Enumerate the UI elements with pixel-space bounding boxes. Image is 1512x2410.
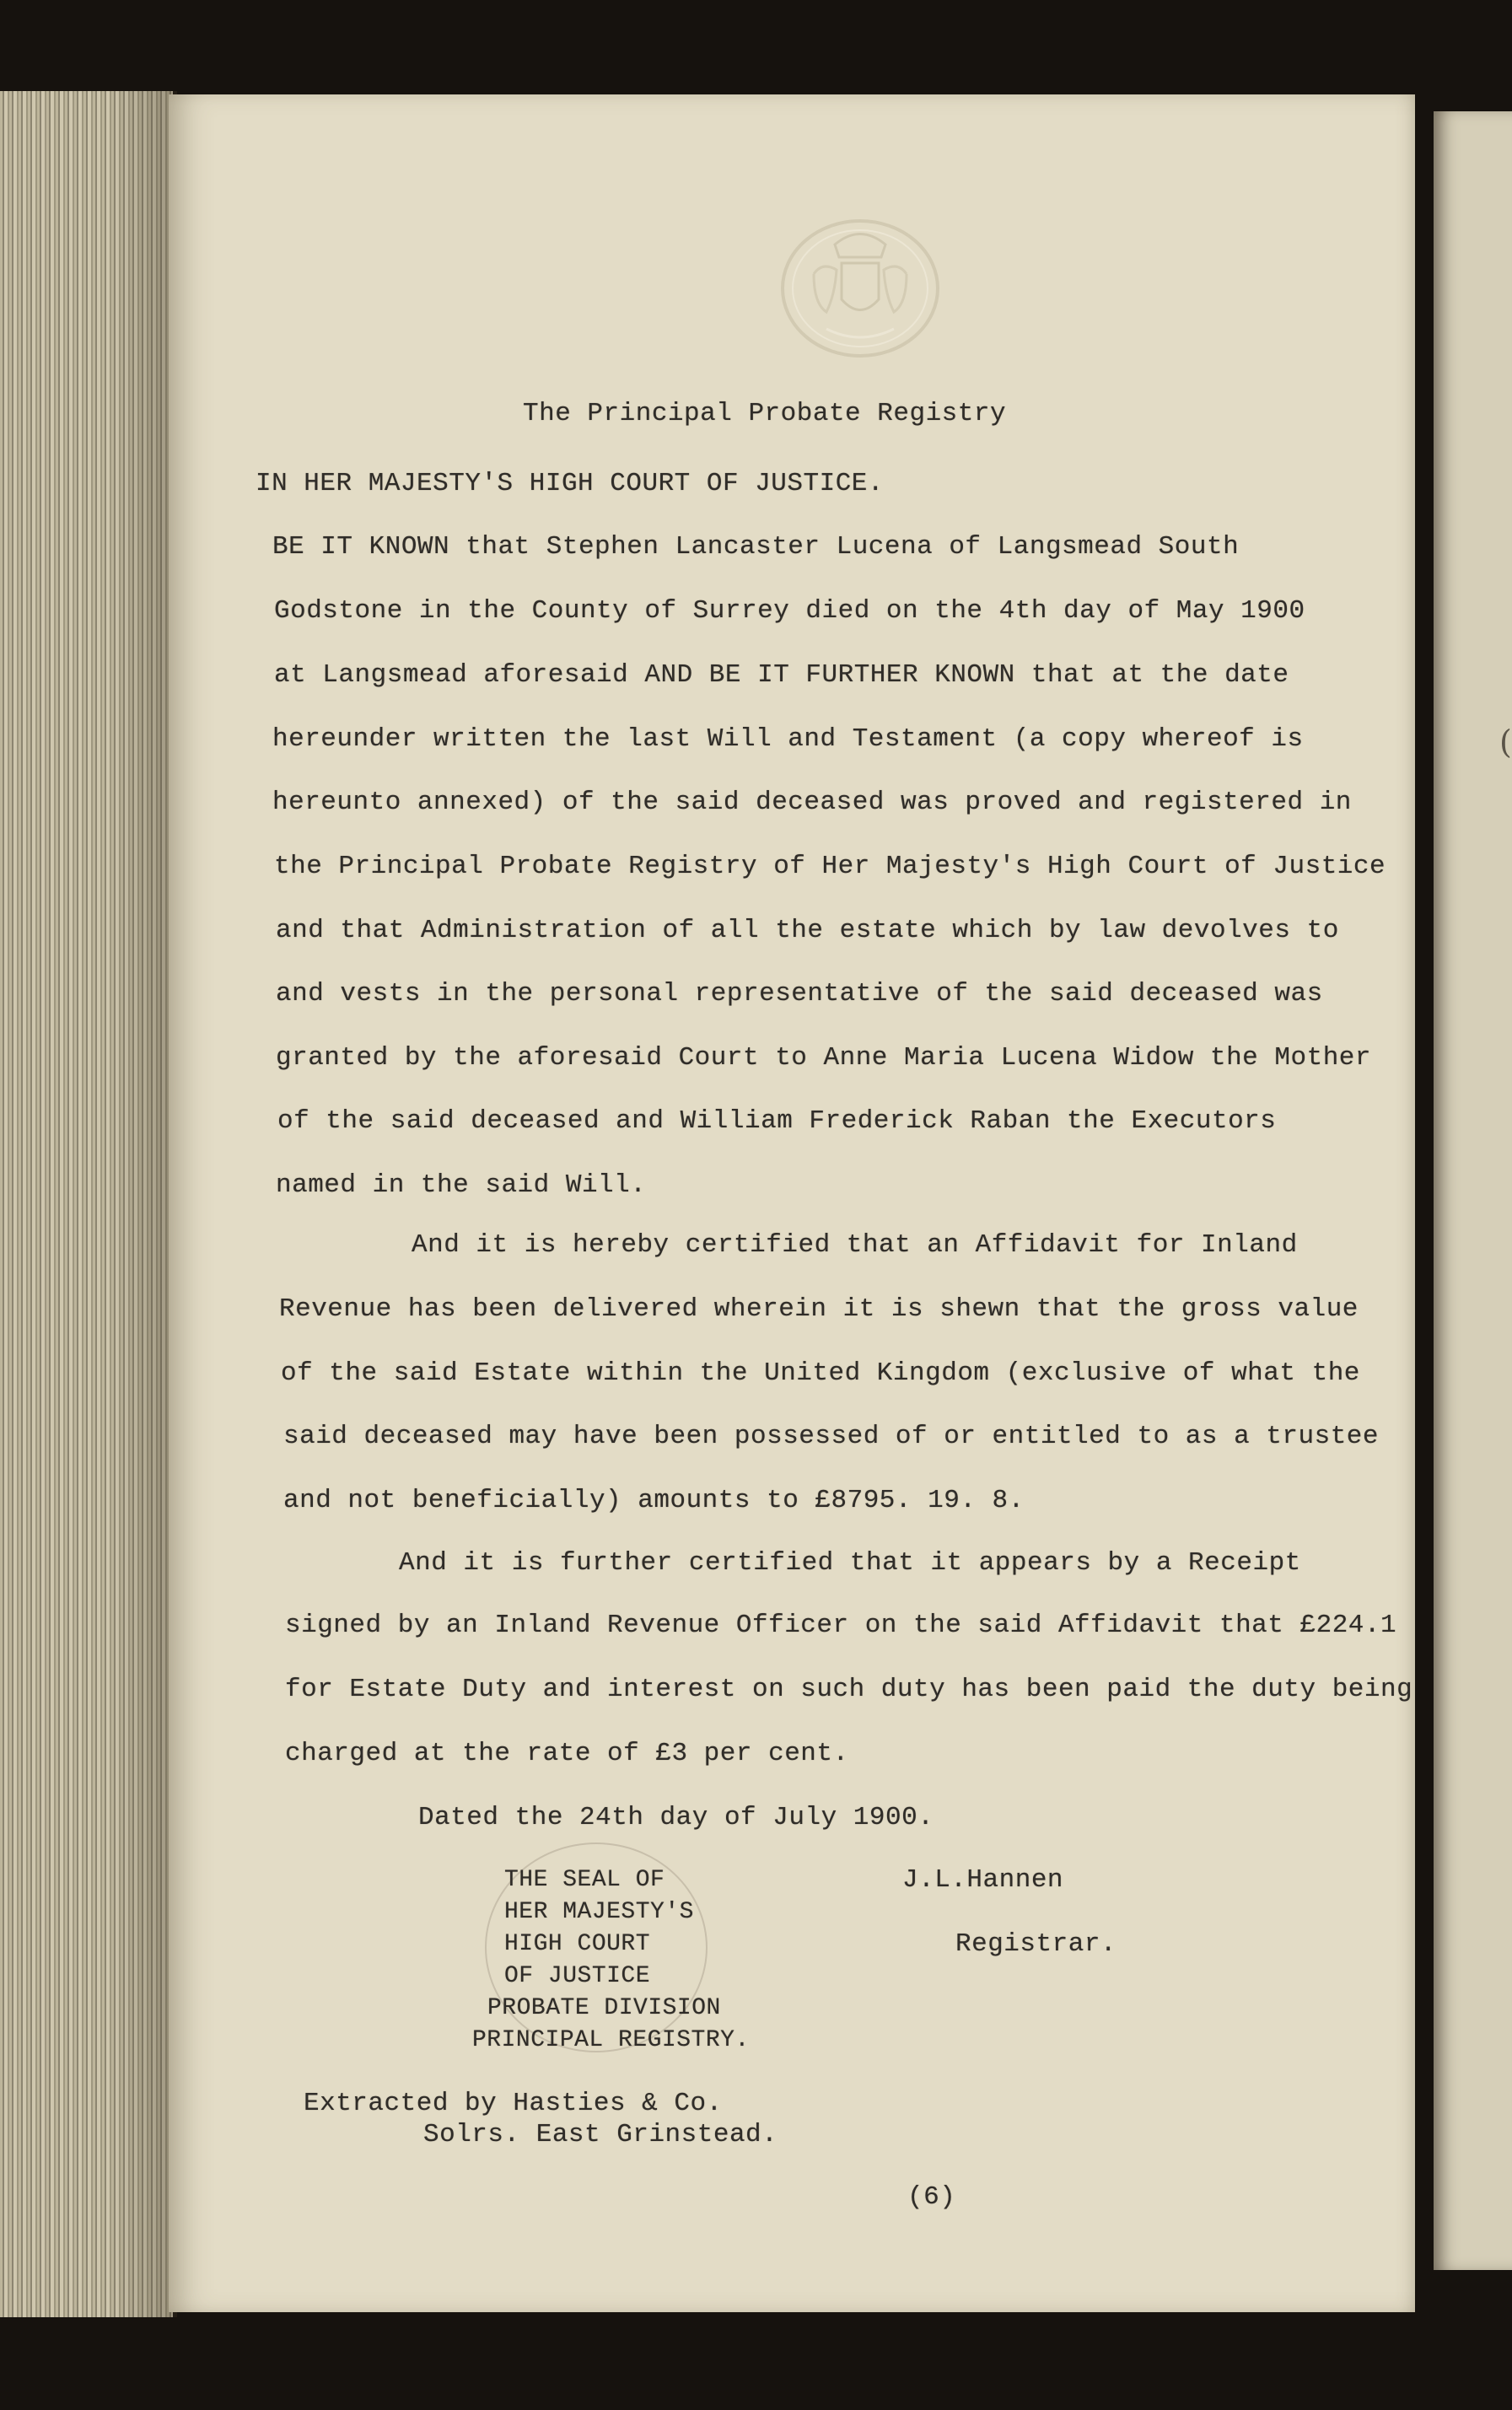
seal-text-line: PROBATE DIVISION xyxy=(487,1995,721,2021)
body-line: of the said deceased and William Frederick Raban the Executors xyxy=(277,1106,1277,1136)
body-line: hereunder written the last Will and Testament (a copy whereof is xyxy=(272,724,1304,754)
seal-text-line: PRINCIPAL REGISTRY. xyxy=(472,2027,750,2053)
seal-text-line: OF JUSTICE xyxy=(504,1963,651,1989)
body-line: BE IT KNOWN that Stephen Lancaster Lucena of Langsmead South xyxy=(272,532,1240,562)
facing-page-bracket-icon: ( xyxy=(1499,724,1512,761)
body-line: Godstone in the County of Surrey died on the 4th day of May 1900 xyxy=(274,596,1305,626)
body-line: said deceased may have been possessed of or entitled to as a trustee xyxy=(283,1422,1380,1451)
body-line: And it is further certified that it appears by a Receipt xyxy=(399,1548,1301,1578)
court-title: IN HER MAJESTY'S HIGH COURT OF JUSTICE. xyxy=(256,469,885,498)
body-line: charged at the rate of £3 per cent. xyxy=(285,1739,849,1768)
page-edges-shadow xyxy=(110,91,177,2317)
document-heading: The Principal Probate Registry xyxy=(523,399,1007,428)
extracted-by: Extracted by Hasties & Co. xyxy=(304,2089,723,2118)
body-line: Revenue has been delivered wherein it is shewn that the gross value xyxy=(279,1294,1359,1324)
body-line: And it is hereby certified that an Affidavit for Inland xyxy=(412,1230,1298,1260)
body-line: and that Administration of all the estate which by law devolves to xyxy=(276,916,1339,945)
body-line: and vests in the personal representative of the said deceased was xyxy=(276,979,1323,1009)
body-line: and not beneficially) amounts to £8795. 19. 8. xyxy=(283,1486,1025,1515)
body-line: for Estate Duty and interest on such duty has been paid the duty being xyxy=(285,1675,1413,1704)
registrar-title: Registrar. xyxy=(955,1929,1117,1959)
dated-line: Dated the 24th day of July 1900. xyxy=(418,1803,934,1832)
seal-text-line: HER MAJESTY'S xyxy=(504,1899,694,1925)
body-line: the Principal Probate Registry of Her Majesty's High Court of Justice xyxy=(274,852,1386,881)
registrar-name: J.L.Hannen xyxy=(902,1865,1064,1895)
facing-page xyxy=(1434,111,1512,2270)
body-line: signed by an Inland Revenue Officer on the said Affidavit that £224.1 xyxy=(285,1611,1397,1640)
body-line: at Langsmead aforesaid AND BE IT FURTHER KNOWN that at the date xyxy=(274,660,1289,690)
seal-text-line: THE SEAL OF xyxy=(504,1867,665,1893)
body-line: named in the said Will. xyxy=(276,1170,647,1200)
body-line: granted by the aforesaid Court to Anne Maria Lucena Widow the Mother xyxy=(276,1043,1372,1073)
solicitors-line: Solrs. East Grinstead. xyxy=(423,2120,778,2149)
body-line: hereunto annexed) of the said deceased was proved and registered in xyxy=(272,788,1352,817)
body-line: of the said Estate within the United Kingdom (exclusive of what the xyxy=(281,1358,1360,1388)
seal-text-line: HIGH COURT xyxy=(504,1931,651,1957)
royal-arms-emboss-icon xyxy=(776,211,944,358)
page-number: (6) xyxy=(907,2182,956,2212)
